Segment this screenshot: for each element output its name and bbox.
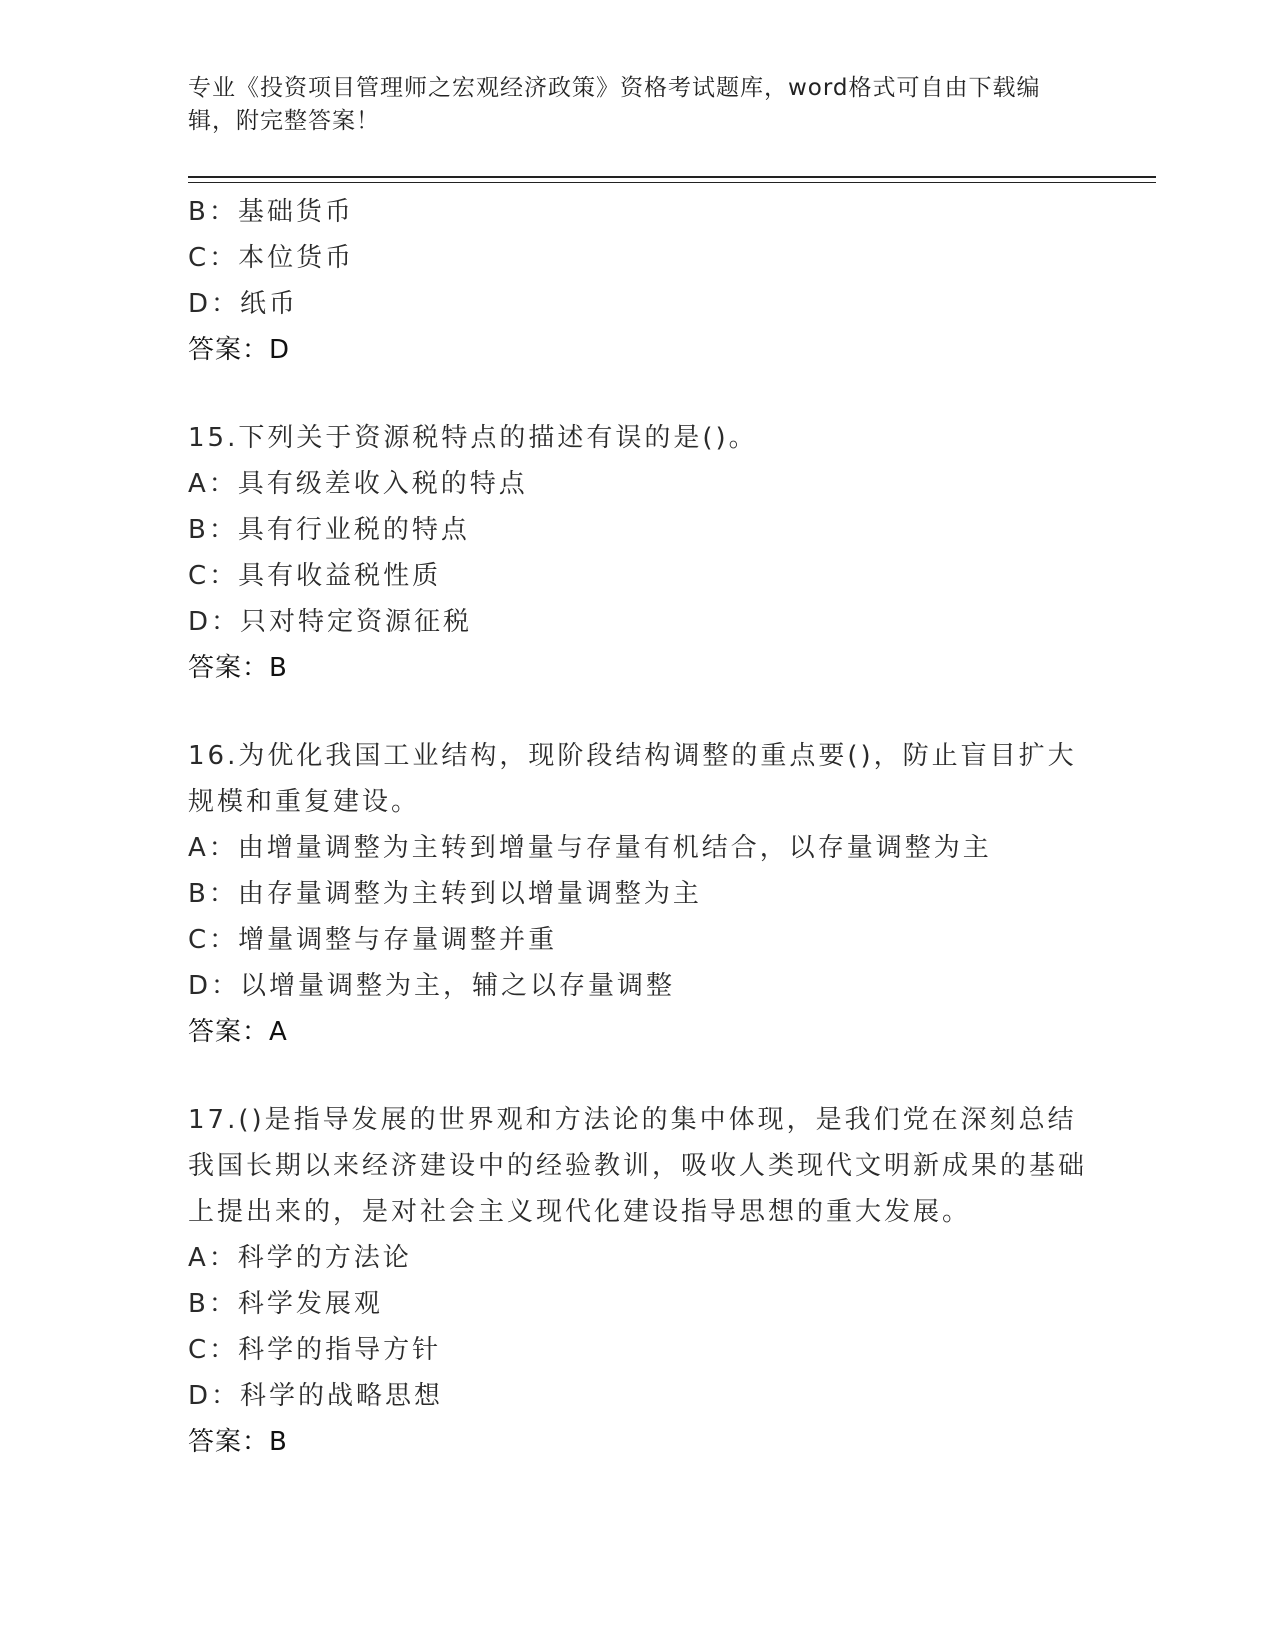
question-text: 17.()是指导发展的世界观和方法论的集中体现，是我们党在深刻总结我国长期以来经济建设中的经验教训，吸收人类现代文明新成果的基础上提出来的，是对社会主义现代化建设指导思想的重大发展。 bbox=[188, 1105, 1088, 1227]
option-c: C：具有收益税性质 bbox=[188, 561, 442, 591]
page-header: 专业《投资项目管理师之宏观经济政策》资格考试题库，word格式可自由下载编辑，附完整答案！ bbox=[188, 75, 1041, 134]
continued-question bbox=[188, 189, 1088, 373]
option-c: C：增量调整与存量调整并重 bbox=[188, 925, 558, 955]
answer-line: 答案：A bbox=[188, 1017, 288, 1047]
option-d: D：以增量调整为主，辅之以存量调整 bbox=[188, 971, 676, 1001]
answer-line: 答案：B bbox=[188, 1427, 288, 1457]
question-content bbox=[188, 189, 1088, 1465]
question-17 bbox=[188, 1097, 1088, 1465]
answer-line: 答案：D bbox=[188, 335, 291, 365]
option-c: C：科学的指导方针 bbox=[188, 1335, 442, 1365]
option-a: A：具有级差收入税的特点 bbox=[188, 469, 528, 499]
option-a: A：科学的方法论 bbox=[188, 1243, 412, 1273]
header-divider-thin bbox=[188, 182, 1156, 183]
option-b: B：科学发展观 bbox=[188, 1289, 383, 1319]
question-text: 15.下列关于资源税特点的描述有误的是()。 bbox=[188, 423, 758, 453]
answer-line: 答案：B bbox=[188, 653, 288, 683]
option-b: B：基础货币 bbox=[188, 197, 354, 227]
option-c: C：本位货币 bbox=[188, 243, 355, 273]
question-16 bbox=[188, 733, 1088, 1055]
option-b: B：由存量调整为主转到以增量调整为主 bbox=[188, 879, 702, 909]
option-a: A：由增量调整为主转到增量与存量有机结合，以存量调整为主 bbox=[188, 833, 992, 863]
question-15 bbox=[188, 415, 1088, 691]
option-b: B：具有行业税的特点 bbox=[188, 515, 470, 545]
header-divider-thick bbox=[188, 176, 1156, 178]
option-d: D：只对特定资源征税 bbox=[188, 607, 473, 637]
question-text: 16.为优化我国工业结构，现阶段结构调整的重点要()，防止盲目扩大规模和重复建设。 bbox=[188, 741, 1077, 817]
spacer bbox=[188, 373, 1088, 415]
option-d: D：纸币 bbox=[188, 289, 299, 319]
option-d: D：科学的战略思想 bbox=[188, 1381, 444, 1411]
spacer bbox=[188, 691, 1088, 733]
spacer bbox=[188, 1055, 1088, 1097]
